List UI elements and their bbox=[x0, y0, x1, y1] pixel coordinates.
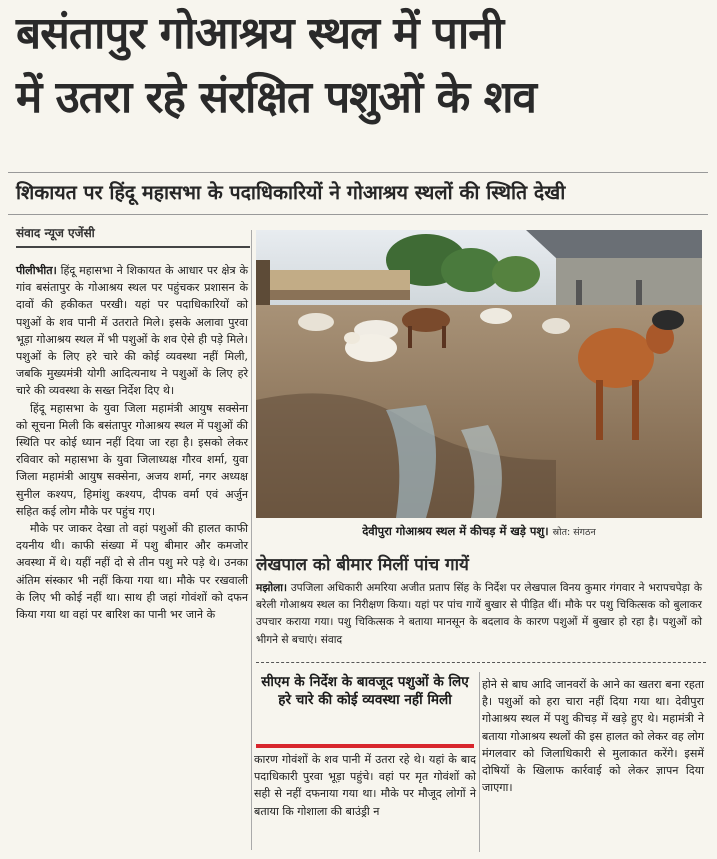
byline-underline bbox=[16, 246, 250, 248]
column-1-para-1 bbox=[16, 262, 248, 400]
box-divider bbox=[256, 662, 706, 663]
sidebar-box-heading: लेखपाल को बीमार मिलीं पांच गायें bbox=[256, 555, 469, 575]
headline-divider bbox=[8, 172, 708, 173]
column-3-text: होने से बाघ आदि जानवरों के आने का खतरा बना रहता है। पशुओं को हरा चारा नहीं दिया गया था। देवीपुरा गोआश्रय स्थल में पशु कीचड़ में खड़े हुए थे। महामंत्री ने बताया गोआश्रय स्थलों की इस हालत को लेकर वह लोग मंगलवार को जिलाधिकारी से मुलाकात करेंगे। इसमें दोषियों के खिलाफ कार्रवाई को लेकर ज्ञापन दिया जाएगा। bbox=[482, 678, 704, 795]
column-divider-2 bbox=[479, 672, 480, 852]
box-body: उपजिला अधिकारी अमरिया अजीत प्रताप सिंह के निर्देश पर लेखपाल विनय कुमार गंगवार ने भरापचपेड़ा के बरेली गोआश्रय स्थल का निरीक्षण किया। यहां पर पांच गायें बुखार से पीड़ित थीं। मौके पर पशु चिकित्सक को बुलाकर उपचार कराया गया। पशु चिकित्सक ने बताया मानसून के बदलाव के कारण पशुओं में बुखार हो रहा है। पशुओं को भीगने से बचाएं। संवाद bbox=[256, 582, 703, 646]
column-1 bbox=[16, 262, 248, 623]
byline: संवाद न्यूज एजेंसी bbox=[16, 226, 95, 240]
column-2-heading: सीएम के निर्देश के बावजूद पशुओं के लिए हरे चारे की कोई व्यवस्था नहीं मिली bbox=[261, 674, 469, 708]
dateline: पीलीभीत। bbox=[16, 264, 57, 277]
headline-line-2: में उतरा रहे संरक्षित पशुओं के शव bbox=[16, 72, 536, 123]
headline-line-1: बसंतापुर गोआश्रय स्थल में पानी bbox=[16, 8, 504, 59]
photo-caption bbox=[256, 521, 702, 541]
photo-credit: स्रोत: संगठन bbox=[552, 527, 596, 538]
caption-text: देवीपुरा गोआश्रय स्थल में कीचड़ में खड़े पशु। bbox=[362, 524, 549, 538]
column-1-para-2: हिंदू महासभा के युवा जिला महामंत्री आयुष सक्सेना को सूचना मिली कि बसंतापुर गोआश्रय स्थल में पशुओं की स्थिति पर कोई ध्यान नहीं दिया जा रहा है। इसको लेकर रविवार को महासभा के युवा जिलाध्यक्ष गौरव शर्मा, युवा जिला महामंत्री आयुष सक्सेना, अजय शर्मा, नगर अध्यक्ष सुनील कश्यप, हिमांशु कश्यप, दीपक वर्मा एवं अर्जुन सहित कई लोग मौके पर पहुंच गए। bbox=[16, 401, 248, 518]
column-divider-1 bbox=[251, 230, 252, 850]
sidebar-box-text bbox=[256, 580, 702, 649]
news-photo bbox=[256, 230, 702, 518]
box-dateline: मझोला। bbox=[256, 582, 288, 594]
cattle-in-mud-image bbox=[256, 230, 702, 518]
heading-red-bar bbox=[256, 744, 474, 748]
subhead-divider bbox=[8, 214, 708, 215]
subheadline: शिकायत पर हिंदू महासभा के पदाधिकारियों ने गोआश्रय स्थलों की स्थिति देखी bbox=[16, 181, 566, 204]
para-1-text: हिंदू महासभा ने शिकायत के आधार पर क्षेत्र के गांव बसंतापुर के गोआश्रय स्थल पर पहुंचकर प्रशासन के दावों की हकीकत परखी। यहां पर पदाधिकारियों को पशुओं के शव पानी में उतराते मिले। इसके अलावा पुरवा भूड़ा गोआश्रय स्थल में भी पशुओं के शव ऐसे ही पड़े मिले। पशुओं के लिए हरे चारे की कोई व्यवस्था नहीं मिली, जबकि मुख्यमंत्री योगी आदित्यनाथ ने पशुओं के लिए हरे चारे की व्यवस्था के सख्त निर्देश दिए थे। bbox=[16, 264, 248, 398]
column-1-para-3: मौके पर जाकर देखा तो वहां पशुओं की हालत काफी दयनीय थी। काफी संख्या में पशु बीमार और कमजोर अवस्था में थे। यहीं नहीं दो से तीन पशु मरे पड़े थे। उनका अंतिम संस्कार भी नहीं किया गया था। मौके पर रखवाली के लिए भी कोई नहीं था। साथ ही जहां गोवंशों को दफन किया गया था वहां पर बारिश का पानी भर जाने के bbox=[16, 522, 248, 622]
headline bbox=[16, 2, 706, 130]
column-2-text: कारण गोवंशों के शव पानी में उतरा रहे थे। यहां के बाद पदाधिकारी पुरवा भूड़ा पहुंचे। वहां पर मृत गोवंशों को सही से नहीं दफनाया गया था। मौके पर मौजूद लोगों ने बताया कि गोशाला की बाउंड्री न bbox=[254, 753, 476, 818]
